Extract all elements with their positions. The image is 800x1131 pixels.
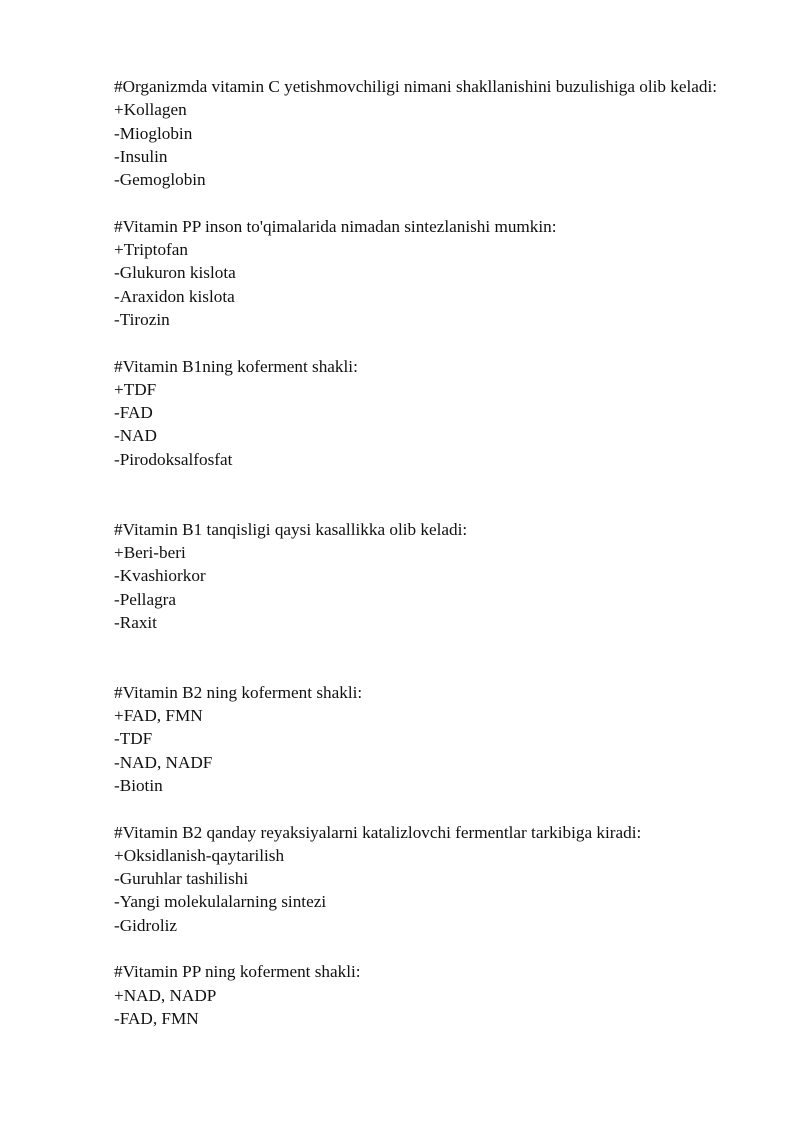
answer-option: -Raxit [114,612,157,632]
question-block [114,681,734,797]
answer-option: -NAD [114,426,157,446]
answer-option: -Araxidon kislota [114,286,235,306]
question-text: #Vitamin B2 ning koferment shakli: [114,682,363,702]
question-text: #Vitamin PP inson to'qimalarida nimadan sintezlanishi mumkin: [114,216,557,236]
answer-option: -Insulin [114,146,168,166]
answer-option: -Glukuron kislota [114,263,236,283]
question-block [114,821,734,937]
question-block [114,518,734,634]
document-body [114,75,734,1030]
answer-option: -Pirodoksalfosfat [114,449,233,469]
answer-option: -Mioglobin [114,123,193,143]
answer-option: -TDF [114,729,153,749]
paragraph-gap [114,797,734,820]
answer-option: -FAD, FMN [114,1008,199,1028]
answer-option: +Oksidlanish-qaytarilish [114,845,285,865]
answer-option: -FAD [114,403,153,423]
question-text: #Vitamin PP ning koferment shakli: [114,962,361,982]
answer-option: -Guruhlar tashilishi [114,869,249,889]
answer-option: -Pellagra [114,589,177,609]
question-block [114,215,734,331]
answer-option: +Kollagen [114,100,187,120]
question-block [114,355,734,471]
answer-option: -Biotin [114,775,163,795]
answer-option: -NAD, NADF [114,752,213,772]
answer-option: -Kvashiorkor [114,566,206,586]
answer-option: +FAD, FMN [114,706,203,726]
paragraph-gap [114,471,734,518]
question-block [114,960,734,1030]
answer-option: -Tirozin [114,309,170,329]
question-text: #Vitamin B1 tanqisligi qaysi kasallikka olib keladi: [114,519,468,539]
paragraph-gap [114,937,734,960]
answer-option: +NAD, NADP [114,985,217,1005]
answer-option: +TDF [114,379,157,399]
answer-option: -Gidroliz [114,915,178,935]
paragraph-gap [114,634,734,681]
question-text: #Vitamin B1ning koferment shakli: [114,356,358,376]
answer-option: -Yangi molekulalarning sintezi [114,892,327,912]
paragraph-gap [114,331,734,354]
question-text: #Organizmda vitamin C yetishmovchiligi nimani shakllanishini buzulishiga olib keladi: [114,77,718,96]
question-block [114,75,734,191]
paragraph-gap [114,191,734,214]
question-text: #Vitamin B2 qanday reyaksiyalarni katalizlovchi fermentlar tarkibiga kiradi: [114,822,642,842]
answer-option: +Beri-beri [114,542,186,562]
answer-option: -Gemoglobin [114,170,206,190]
answer-option: +Triptofan [114,240,188,260]
